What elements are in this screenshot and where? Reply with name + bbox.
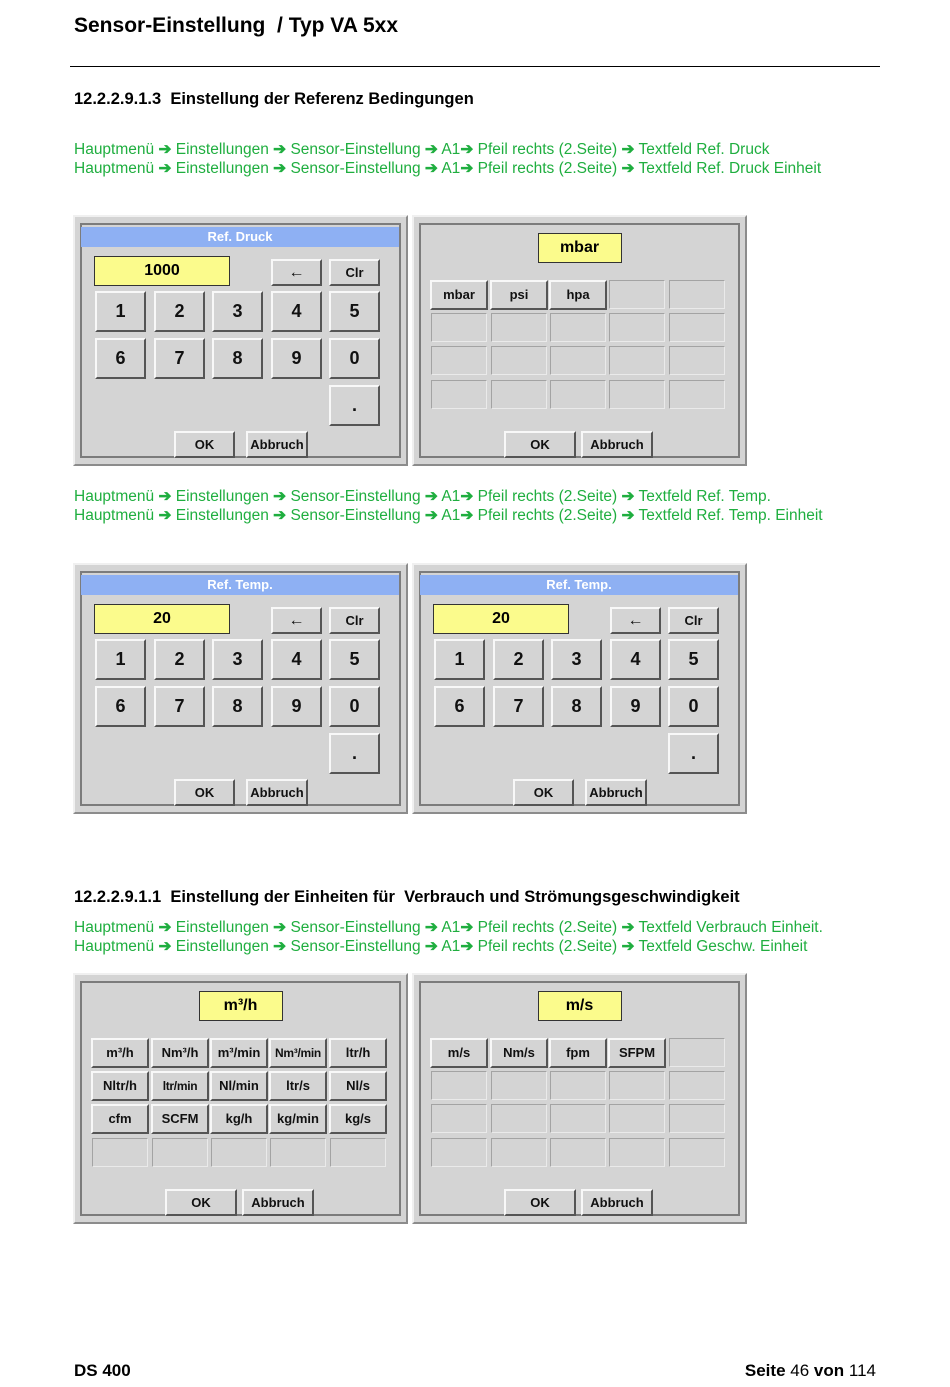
key-3-button[interactable]: 3 — [212, 291, 263, 332]
key-0-button[interactable]: 0 — [668, 686, 719, 727]
nav-path-step: Einstellungen — [175, 919, 269, 936]
arrow-right-icon: ➔ — [621, 919, 635, 936]
decimal-point-button[interactable]: . — [329, 385, 380, 426]
key-1-button[interactable]: 1 — [95, 291, 146, 332]
unit-option-button[interactable]: mbar — [430, 280, 488, 310]
empty-unit-slot — [431, 1138, 487, 1167]
nav-path-step: Hauptmenü — [74, 141, 155, 158]
nav-path-step: Sensor-Einstellung — [290, 141, 421, 158]
nav-path-step: Pfeil rechts (2.Seite) — [477, 937, 618, 955]
unit-option-button[interactable]: Nm/s — [490, 1038, 548, 1068]
value-display[interactable]: 20 — [433, 604, 569, 634]
unit-screen-consumption — [73, 973, 408, 1224]
nav-path-block-2 — [74, 488, 823, 525]
keypad-title: Ref. Temp. — [420, 575, 738, 595]
key-0-button[interactable]: 0 — [329, 338, 380, 379]
nav-path-step: Hauptmenü — [74, 937, 155, 955]
unit-option-button[interactable]: m/s — [430, 1038, 488, 1068]
arrow-right-icon: ➔ — [158, 159, 172, 177]
empty-unit-slot — [550, 1104, 606, 1133]
nav-path-block-1 — [74, 141, 821, 178]
page-header-title: Sensor-Einstellung / Typ VA 5xx — [74, 14, 399, 37]
arrow-right-icon: ➔ — [424, 159, 438, 177]
key-8-button[interactable]: 8 — [212, 338, 263, 379]
arrow-right-icon: ➔ — [424, 141, 438, 158]
arrow-right-icon: ➔ — [273, 919, 287, 936]
nav-path-step: Einstellungen — [175, 488, 269, 505]
nav-path-line — [74, 141, 821, 160]
empty-unit-slot — [669, 1038, 725, 1067]
key-5-button[interactable]: 5 — [668, 639, 719, 680]
nav-path-step: Sensor-Einstellung — [290, 919, 421, 936]
keypad-screen-ref-temp-1 — [73, 563, 408, 814]
clear-button[interactable]: Clr — [668, 607, 719, 634]
nav-path-step: Textfeld Verbrauch Einheit. — [638, 919, 823, 936]
arrow-right-icon: ➔ — [460, 919, 474, 936]
key-6-button[interactable]: 6 — [95, 686, 146, 727]
unit-option-button[interactable]: kg/s — [329, 1104, 387, 1134]
selected-unit-display: m/s — [538, 991, 622, 1021]
empty-unit-slot — [431, 1104, 487, 1133]
empty-unit-slot — [609, 346, 665, 375]
cancel-button[interactable]: Abbruch — [246, 779, 308, 806]
key-7-button[interactable]: 7 — [154, 686, 205, 727]
nav-path-step: Pfeil rechts (2.Seite) — [477, 488, 618, 505]
unit-option-button[interactable]: m³/min — [210, 1038, 268, 1068]
backspace-button[interactable]: ← — [610, 607, 661, 634]
key-9-button[interactable]: 9 — [271, 686, 322, 727]
arrow-right-icon: ➔ — [621, 159, 635, 177]
arrow-right-icon: ➔ — [424, 488, 438, 505]
key-2-button[interactable]: 2 — [154, 639, 205, 680]
empty-unit-slot — [550, 313, 606, 342]
empty-unit-slot — [491, 313, 547, 342]
arrow-right-icon: ➔ — [621, 141, 635, 158]
footer-page-number — [745, 1361, 876, 1381]
backspace-button[interactable]: ← — [271, 607, 322, 634]
nav-path-step: Textfeld Ref. Druck — [638, 141, 770, 158]
key-2-button[interactable]: 2 — [493, 639, 544, 680]
nav-path-step: A1 — [441, 506, 461, 524]
ok-button[interactable]: OK — [174, 431, 235, 458]
empty-unit-slot — [92, 1138, 148, 1167]
nav-path-step: A1 — [441, 937, 461, 955]
empty-unit-slot — [669, 1104, 725, 1133]
cancel-button[interactable]: Abbruch — [246, 431, 308, 458]
arrow-right-icon: ➔ — [460, 141, 474, 158]
arrow-right-icon: ➔ — [158, 141, 172, 158]
unit-option-button[interactable]: kg/h — [210, 1104, 268, 1134]
arrow-right-icon: ➔ — [460, 488, 474, 505]
empty-unit-slot — [491, 346, 547, 375]
unit-option-button[interactable]: hpa — [549, 280, 607, 310]
nav-path-step: Pfeil rechts (2.Seite) — [477, 506, 618, 524]
empty-unit-slot — [609, 380, 665, 409]
unit-option-button[interactable]: Nm³/min — [269, 1038, 327, 1068]
key-2-button[interactable]: 2 — [154, 291, 205, 332]
empty-unit-slot — [431, 313, 487, 342]
ok-button[interactable]: OK — [504, 1189, 576, 1216]
decimal-point-button[interactable]: . — [329, 733, 380, 774]
arrow-right-icon: ➔ — [424, 937, 438, 955]
empty-unit-slot — [491, 1138, 547, 1167]
empty-unit-slot — [431, 346, 487, 375]
empty-unit-slot — [550, 1138, 606, 1167]
ok-button[interactable]: OK — [504, 431, 576, 458]
section-title-reference: 12.2.2.9.1.3 Einstellung der Referenz Bedingungen — [74, 90, 474, 108]
empty-unit-slot — [550, 1071, 606, 1100]
keypad-screen-ref-pressure — [73, 215, 408, 466]
unit-option-button[interactable]: SCFM — [151, 1104, 209, 1134]
nav-path-step: Pfeil rechts (2.Seite) — [477, 919, 618, 936]
keypad-screen-ref-temp-2 — [412, 563, 747, 814]
footer-page-current: 46 — [790, 1361, 810, 1380]
footer-page-word: Seite — [744, 1361, 786, 1380]
nav-path-step: Hauptmenü — [74, 159, 155, 177]
nav-path-step: Pfeil rechts (2.Seite) — [477, 159, 618, 177]
key-8-button[interactable]: 8 — [212, 686, 263, 727]
empty-unit-slot — [211, 1138, 267, 1167]
key-0-button[interactable]: 0 — [329, 686, 380, 727]
empty-unit-slot — [152, 1138, 208, 1167]
arrow-right-icon: ➔ — [460, 159, 474, 177]
unit-screen-pressure — [412, 215, 747, 466]
empty-unit-slot — [669, 313, 725, 342]
unit-option-button[interactable]: ltr/min — [151, 1071, 209, 1101]
nav-path-step: A1 — [441, 488, 461, 505]
nav-path-step: Textfeld Ref. Druck Einheit — [638, 159, 822, 177]
key-4-button[interactable]: 4 — [271, 291, 322, 332]
empty-unit-slot — [609, 1138, 665, 1167]
arrow-right-icon: ➔ — [158, 488, 172, 505]
footer-doc-id: DS 400 — [74, 1361, 131, 1380]
nav-path-step: Einstellungen — [175, 506, 269, 524]
cancel-button[interactable]: Abbruch — [585, 779, 647, 806]
backspace-button[interactable]: ← — [271, 259, 322, 286]
unit-option-button[interactable]: ltr/h — [329, 1038, 387, 1068]
arrow-right-icon: ➔ — [273, 488, 287, 505]
nav-path-step: Hauptmenü — [74, 488, 155, 505]
ok-button[interactable]: OK — [174, 779, 235, 806]
unit-option-button[interactable]: Nl/min — [210, 1071, 268, 1101]
empty-unit-slot — [431, 1071, 487, 1100]
empty-unit-slot — [609, 280, 665, 309]
clear-button[interactable]: Clr — [329, 259, 380, 286]
nav-path-step: Textfeld Ref. Temp. — [638, 488, 771, 505]
unit-option-button[interactable]: Nm³/h — [151, 1038, 209, 1068]
empty-unit-slot — [491, 1104, 547, 1133]
selected-unit-display: m³/h — [199, 991, 283, 1021]
key-1-button[interactable]: 1 — [95, 639, 146, 680]
empty-unit-slot — [669, 280, 725, 309]
selected-unit-display: mbar — [538, 233, 622, 263]
header-rule — [70, 66, 880, 67]
nav-path-step: A1 — [441, 141, 461, 158]
arrow-right-icon: ➔ — [621, 506, 635, 524]
empty-unit-slot — [431, 380, 487, 409]
key-1-button[interactable]: 1 — [434, 639, 485, 680]
nav-path-step: Textfeld Geschw. Einheit — [638, 937, 808, 955]
nav-path-step: Einstellungen — [175, 141, 269, 158]
unit-option-button[interactable]: kg/min — [269, 1104, 327, 1134]
empty-unit-slot — [609, 1104, 665, 1133]
unit-option-button[interactable]: SFPM — [608, 1038, 666, 1068]
empty-unit-slot — [550, 346, 606, 375]
key-8-button[interactable]: 8 — [551, 686, 602, 727]
key-7-button[interactable]: 7 — [493, 686, 544, 727]
empty-unit-slot — [330, 1138, 386, 1167]
arrow-right-icon: ➔ — [273, 937, 287, 955]
empty-unit-slot — [669, 380, 725, 409]
empty-unit-slot — [669, 346, 725, 375]
nav-path-line — [74, 938, 823, 957]
keypad-title: Ref. Druck — [81, 227, 399, 247]
key-4-button[interactable]: 4 — [271, 639, 322, 680]
arrow-right-icon: ➔ — [273, 506, 287, 524]
nav-path-step: Textfeld Ref. Temp. Einheit — [638, 506, 823, 524]
clear-button[interactable]: Clr — [329, 607, 380, 634]
cancel-button[interactable]: Abbruch — [242, 1189, 314, 1216]
key-3-button[interactable]: 3 — [551, 639, 602, 680]
unit-option-button[interactable]: ltr/s — [269, 1071, 327, 1101]
nav-path-step: Sensor-Einstellung — [290, 506, 421, 524]
nav-path-step: Hauptmenü — [74, 506, 155, 524]
ok-button[interactable]: OK — [513, 779, 574, 806]
value-display[interactable]: 20 — [94, 604, 230, 634]
arrow-right-icon: ➔ — [621, 937, 635, 955]
unit-option-button[interactable]: psi — [490, 280, 548, 310]
unit-option-button[interactable]: Nl/s — [329, 1071, 387, 1101]
nav-path-line — [74, 507, 823, 526]
unit-option-button[interactable]: fpm — [549, 1038, 607, 1068]
arrow-right-icon: ➔ — [460, 937, 474, 955]
cancel-button[interactable]: Abbruch — [581, 431, 653, 458]
key-7-button[interactable]: 7 — [154, 338, 205, 379]
empty-unit-slot — [609, 313, 665, 342]
key-4-button[interactable]: 4 — [610, 639, 661, 680]
empty-unit-slot — [669, 1071, 725, 1100]
key-9-button[interactable]: 9 — [271, 338, 322, 379]
arrow-right-icon: ➔ — [273, 141, 287, 158]
footer-of-word: von — [813, 1361, 845, 1380]
arrow-right-icon: ➔ — [158, 506, 172, 524]
unit-option-button[interactable]: m³/h — [91, 1038, 149, 1068]
section-title-units: 12.2.2.9.1.1 Einstellung der Einheiten für Verbrauch und Strömungsgeschwindigkeit — [74, 888, 740, 906]
empty-unit-slot — [491, 1071, 547, 1100]
empty-unit-slot — [491, 380, 547, 409]
nav-path-step: Pfeil rechts (2.Seite) — [477, 141, 618, 158]
nav-path-line — [74, 160, 821, 179]
arrow-right-icon: ➔ — [158, 919, 172, 936]
key-3-button[interactable]: 3 — [212, 639, 263, 680]
footer-page-total: 114 — [848, 1361, 876, 1380]
key-6-button[interactable]: 6 — [434, 686, 485, 727]
nav-path-step: Sensor-Einstellung — [290, 937, 421, 955]
nav-path-step: Einstellungen — [175, 937, 269, 955]
key-5-button[interactable]: 5 — [329, 639, 380, 680]
arrow-right-icon: ➔ — [158, 937, 172, 955]
empty-unit-slot — [669, 1138, 725, 1167]
empty-unit-slot — [550, 380, 606, 409]
nav-path-step: A1 — [441, 159, 461, 177]
nav-path-step: Hauptmenü — [74, 919, 155, 936]
unit-screen-velocity — [412, 973, 747, 1224]
nav-path-line — [74, 488, 823, 507]
decimal-point-button[interactable]: . — [668, 733, 719, 774]
keypad-title: Ref. Temp. — [81, 575, 399, 595]
nav-path-step: A1 — [441, 919, 461, 936]
arrow-right-icon: ➔ — [273, 159, 287, 177]
nav-path-step: Sensor-Einstellung — [290, 488, 421, 505]
nav-path-step: Einstellungen — [175, 159, 269, 177]
nav-path-line — [74, 919, 823, 938]
key-5-button[interactable]: 5 — [329, 291, 380, 332]
unit-option-button[interactable]: cfm — [91, 1104, 149, 1134]
arrow-right-icon: ➔ — [621, 488, 635, 505]
nav-path-block-3 — [74, 919, 823, 956]
value-display[interactable]: 1000 — [94, 256, 230, 286]
nav-path-step: Sensor-Einstellung — [290, 159, 421, 177]
empty-unit-slot — [609, 1071, 665, 1100]
arrow-right-icon: ➔ — [424, 919, 438, 936]
unit-option-button[interactable]: Nltr/h — [91, 1071, 149, 1101]
arrow-right-icon: ➔ — [460, 506, 474, 524]
arrow-right-icon: ➔ — [424, 506, 438, 524]
empty-unit-slot — [270, 1138, 326, 1167]
key-9-button[interactable]: 9 — [610, 686, 661, 727]
cancel-button[interactable]: Abbruch — [581, 1189, 653, 1216]
ok-button[interactable]: OK — [165, 1189, 237, 1216]
key-6-button[interactable]: 6 — [95, 338, 146, 379]
